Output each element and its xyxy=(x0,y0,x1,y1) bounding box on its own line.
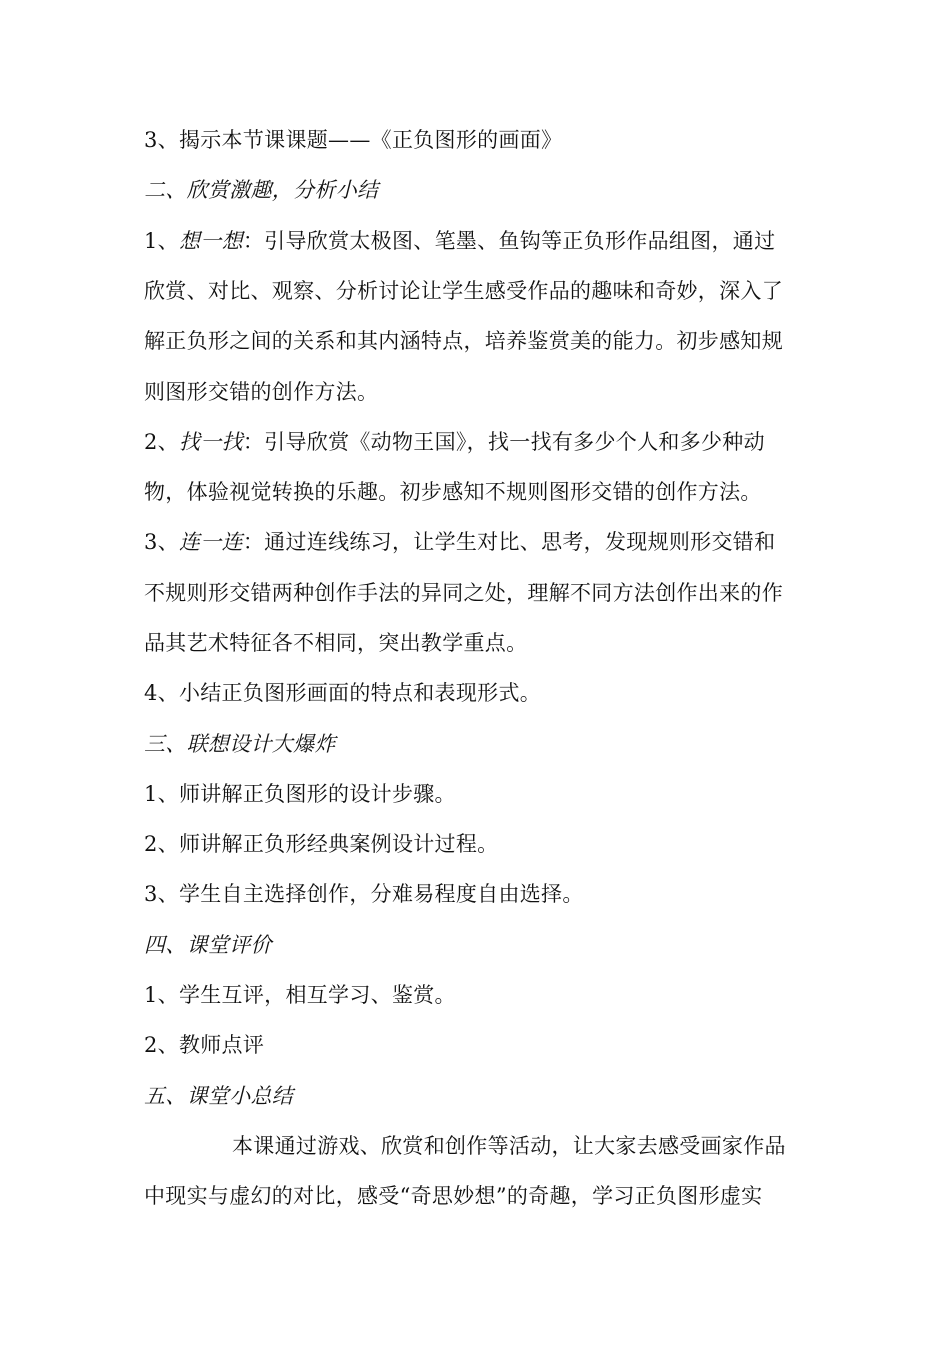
section-heading: 三、联想设计大爆炸 xyxy=(144,732,336,756)
section-heading: 五、课堂小总结 xyxy=(144,1084,294,1108)
item-number: 2、 xyxy=(144,430,179,454)
activity-label: 想一想 xyxy=(178,229,243,253)
text-line: 1、学生互评，相互学习、鉴赏。 xyxy=(144,983,456,1007)
item-number: 3、 xyxy=(144,530,179,554)
activity-label: 找一找 xyxy=(178,430,243,454)
text-line: 3、学生自主选择创作，分难易程度自由选择。 xyxy=(144,882,584,906)
text-line: 2、师讲解正负形经典案例设计过程。 xyxy=(144,832,499,856)
text-line: 中现实与虚幻的对比，感受“奇思妙想”的奇趣，学习正负图形虚实 xyxy=(144,1184,763,1208)
text-line: 不规则形交错两种创作手法的异同之处，理解不同方法创作出来的作 xyxy=(144,581,783,605)
paragraph-first-line: 本课通过游戏、欣赏和创作等活动，让大家去感受画家作品 xyxy=(232,1134,786,1158)
text-line xyxy=(144,429,814,455)
text-line: 则图形交错的创作方法。 xyxy=(144,380,379,404)
section-heading: 四、课堂评价 xyxy=(144,933,272,957)
text-line: 2、教师点评 xyxy=(144,1033,265,1057)
text-line xyxy=(144,529,814,555)
text-line: 1、师讲解正负图形的设计步骤。 xyxy=(144,782,456,806)
text-line: 欣赏、对比、观察、分析讨论让学生感受作品的趣味和奇妙，深入了 xyxy=(144,279,783,303)
text-line: 品其艺术特征各不相同，突出教学重点。 xyxy=(144,631,528,655)
text-line: 3、揭示本节课课题——《正负图形的画面》 xyxy=(144,128,563,152)
text-line: 4、小结正负图形画面的特点和表现形式。 xyxy=(144,681,542,705)
item-number: 1、 xyxy=(144,229,179,253)
activity-label: 连一连 xyxy=(178,530,243,554)
text-line: 解正负形之间的关系和其内涵特点，培养鉴赏美的能力。初步感知规 xyxy=(144,329,783,353)
text-line xyxy=(144,228,814,254)
item-text: ：引导欣赏《动物王国》，找一找有多少个人和多少种动 xyxy=(242,430,765,454)
item-text: ：通过连线练习，让学生对比、思考，发现规则形交错和 xyxy=(242,530,776,554)
text-line: 物，体验视觉转换的乐趣。初步感知不规则图形交错的创作方法。 xyxy=(144,480,762,504)
item-text: ：引导欣赏太极图、笔墨、鱼钩等正负形作品组图，通过 xyxy=(242,229,776,253)
section-heading: 二、欣赏激趣，分析小结 xyxy=(144,178,379,202)
